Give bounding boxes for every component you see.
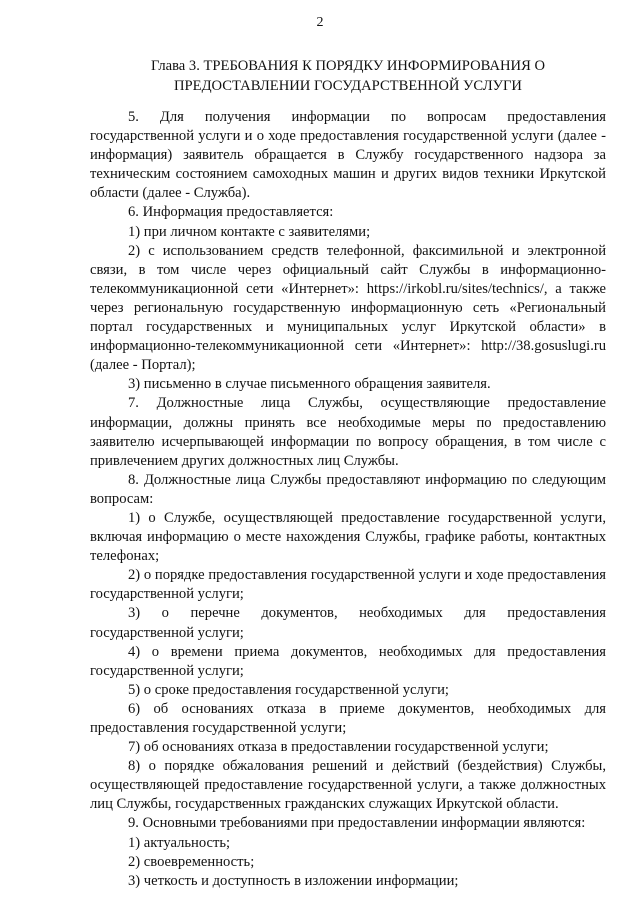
paragraph: 2) своевременность;	[128, 853, 255, 870]
chapter-heading	[90, 56, 606, 96]
page-number: 2	[316, 15, 324, 30]
paragraph: 8) о порядке обжалования решений и действий (бездействия) Службы, осуществляющей предоставление государственной услуги, а также должностных лиц Службы, государственных гражданских служащих Иркутской области.	[90, 758, 606, 813]
paragraph: 1) актуальность;	[128, 834, 231, 851]
paragraph: 7. Должностные лица Службы, осуществляющие предоставление информации, должны принять все необходимые меры по предоставлению заявителю исчерпывающей информации по вопросу обращения, в том числе с привлечением других должностных лиц Службы.	[90, 395, 606, 469]
paragraph: 3) письменно в случае письменного обращения заявителя.	[128, 376, 491, 393]
document-body	[90, 108, 606, 891]
paragraph: 3) четкость и доступность в изложении информации;	[128, 872, 459, 889]
paragraph: 1) о Службе, осуществляющей предоставление государственной услуги, включая информацию о месте нахождения Службы, графике работы, контактных телефонах;	[90, 509, 606, 565]
paragraph: 5) о сроке предоставления государственной услуги;	[128, 681, 449, 698]
chapter-heading-line-2: ПРЕДОСТАВЛЕНИИ ГОСУДАРСТВЕННОЙ УСЛУГИ	[174, 78, 522, 94]
paragraph: 4) о времени приема документов, необходимых для предоставления государственной услуги;	[90, 643, 606, 679]
paragraph: 2) с использованием средств телефонной, факсимильной и электронной связи, в том числе через официальный сайт Службы в информационно-телекоммуникационной сети «Интернет»: https://irkobl.ru/sites/technics/, а также через региональную государственную информационную сеть «Региональный портал государственных и муниципальных услуг Иркутской области» в информационно-телекоммуникационной сети «Интернет»: http://38.gosuslugi.ru (далее - Портал);	[90, 242, 606, 374]
paragraph: 9. Основными требованиями при предоставлении информации являются:	[128, 815, 586, 832]
chapter-heading-line-1: Глава 3. ТРЕБОВАНИЯ К ПОРЯДКУ ИНФОРМИРОВАНИЯ О	[150, 58, 545, 74]
paragraph: 6. Информация предоставляется:	[128, 204, 334, 221]
paragraph: 2) о порядке предоставления государственной услуги и ходе предоставления государственной услуги;	[90, 567, 606, 603]
paragraph: 3) о перечне документов, необходимых для предоставления государственной услуги;	[90, 605, 606, 641]
paragraph: 8. Должностные лица Службы предоставляют информацию по следующим вопросам:	[90, 471, 606, 507]
paragraph: 5. Для получения информации по вопросам предоставления государственной услуги и о ходе предоставления государственной услуги (далее - информация) заявитель обращается в Службу государственного надзора за техническим состоянием самоходных машин и других видов техники Иркутской области (далее - Служба).	[90, 109, 606, 202]
paragraph: 1) при личном контакте с заявителями;	[128, 223, 371, 240]
paragraph: 6) об основаниях отказа в приеме документов, необходимых для предоставления государственной услуги;	[90, 700, 606, 736]
paragraph: 7) об основаниях отказа в предоставлении государственной услуги;	[128, 739, 549, 756]
